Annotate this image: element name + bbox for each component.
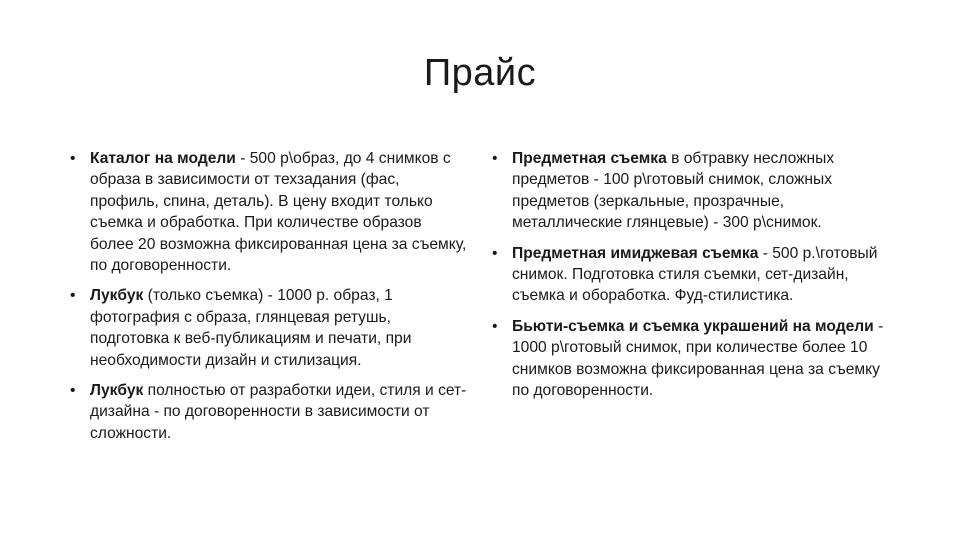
- item-heading: Бьюти-съемка и съемка украшений на модели: [512, 317, 874, 335]
- item-heading: Лукбук: [90, 287, 144, 305]
- item-text: (только съемка) - 1000 р. образ, 1 фотография с образа, глянцевая ретушь, подготовка к веб-публикациям и печати, при необходимости дизайн и стилизация.: [90, 287, 412, 369]
- item-heading: Лукбук: [90, 382, 144, 400]
- item-heading: Каталог на модели: [90, 150, 236, 167]
- slide-title: Прайс: [423, 52, 537, 94]
- bullet-icon: •: [70, 150, 76, 167]
- bullet-icon: •: [492, 150, 498, 167]
- bullet-icon: •: [70, 382, 76, 400]
- list-item: [68, 380, 468, 444]
- item-text: в обтравку несложных предметов - 100 р\готовый снимок, сложных предметов (зеркальные, прозрачные, металлические глянцевые) - 300 р\снимок.: [512, 150, 835, 232]
- bullet-icon: •: [492, 244, 498, 262]
- list-item: [490, 148, 892, 234]
- item-text: - 1000 р\готовый снимок, при количестве более 10 снимков возможна фиксированная цена за съемку по договоренности.: [512, 317, 884, 400]
- item-text: полностью от разработки идеи, стиля и сет-дизайна - по договоренности в зависимости от сложности.: [90, 382, 467, 442]
- list-item: [68, 148, 468, 276]
- left-column: [68, 148, 468, 453]
- list-item: [490, 243, 892, 307]
- item-heading: Предметная имиджевая съемка: [512, 244, 759, 262]
- left-bullet-list: [68, 148, 468, 444]
- bullet-icon: •: [70, 287, 76, 305]
- item-heading: Предметная съемка: [512, 150, 667, 167]
- bullet-icon: •: [492, 317, 498, 335]
- right-bullet-list: [490, 148, 892, 401]
- item-text: - 500 р\образ, до 4 снимков с образа в зависимости от техзадания (фас, профиль, спина, деталь). В цену входит только съемка и обработка. При количестве образов более 20 возможна фиксированная цена за съемку, по договоренности.: [90, 150, 467, 275]
- list-item: [490, 316, 892, 402]
- right-column: [490, 148, 892, 410]
- list-item: [68, 285, 468, 371]
- item-text: - 500 р.\готовый снимок. Подготовка стиля съемки, сет-дизайн, съемка и обоработка. Фуд-стилистика.: [512, 244, 878, 305]
